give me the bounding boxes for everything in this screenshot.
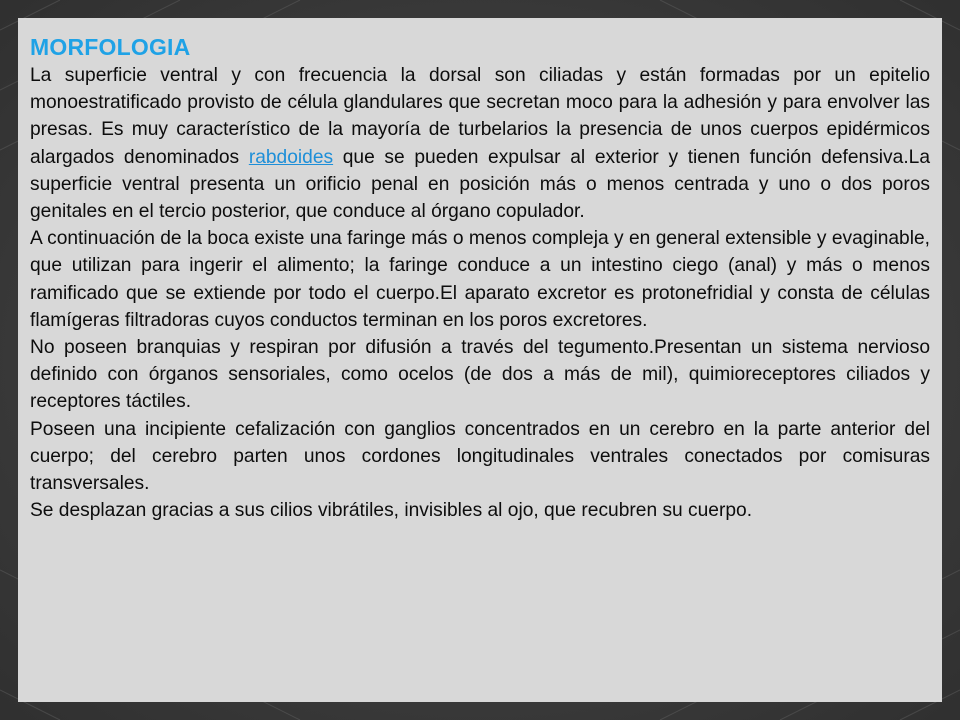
paragraph-text: La superficie ventral y con frecuencia la dorsal son ciliadas y están formadas por un epitelio monoestratificado provisto de célula glandulares que secretan moco para la adhesión y para envolver las presas. Es muy característico de la mayoría de turbelarios la presencia de unos cuerpos epidérmicos alargados denominados — [30, 65, 930, 168]
paragraph-locomotion: Se desplazan gracias a sus cilios vibrátiles, invisibles al ojo, que recubren su cuerpo. — [30, 500, 753, 522]
slide-content — [30, 32, 930, 524]
paragraph-text: que se pueden expulsar al exterior y tienen función defensiva.La superficie ventral presenta un orificio penal en posición más o menos centrada y uno o dos poros genitales en el tercio posterior, que conduce al órgano copulador. — [30, 146, 930, 223]
slide-title: MORFOLOGIA — [30, 34, 191, 60]
paragraph-digestive: A continuación de la boca existe una faringe más o menos compleja y en general extensible y evaginable, que utilizan para ingerir el alimento; la faringe conduce a un intestino ciego (anal) y más o menos ramificado que se extiende por todo el cuerpo.El aparato excretor es protonefridial y consta de células flamígeras filtradoras cuyos conductos terminan en los poros excretores. — [30, 228, 930, 331]
paragraph-epidermis — [30, 62, 930, 225]
slide-panel — [18, 18, 942, 702]
paragraph-respiration: No poseen branquias y respiran por difusión a través del tegumento.Presentan un sistema nervioso definido con órganos sensoriales, como ocelos (de dos a más de mil), quimioreceptores ciliados y receptores táctiles. — [30, 337, 930, 413]
rabdoides-link[interactable]: rabdoides — [248, 146, 334, 168]
paragraph-cephalization: Poseen una incipiente cefalización con ganglios concentrados en un cerebro en la parte anterior del cuerpo; del cerebro parten unos cordones longitudinales ventrales conectados por comisuras transversales. — [30, 418, 930, 495]
